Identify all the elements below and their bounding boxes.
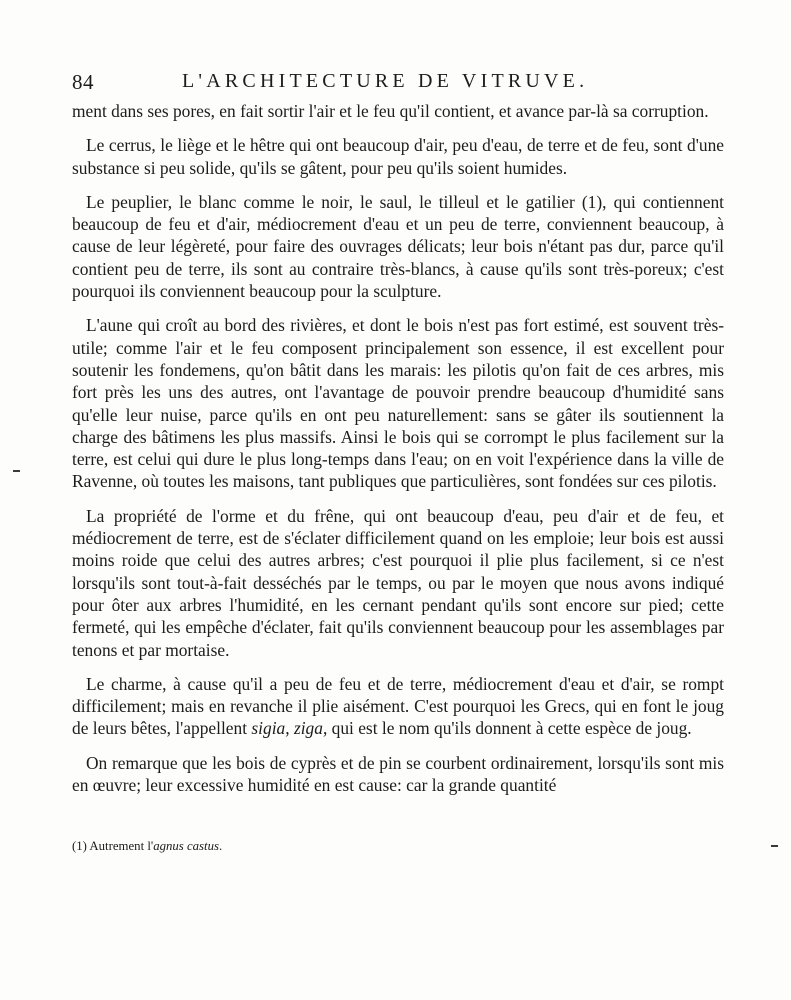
- footnote: [72, 839, 222, 854]
- margin-mark: [771, 845, 778, 847]
- page-header: [72, 62, 732, 102]
- charme-text-before: Le charme, à cause qu'il a peu de feu et de terre, médiocrement d'eau et d'air, se rompt difficilement; mais en revanche il plie aisément. C'est pourquoi les Grecs, qui en font le joug de leurs bêtes, l'appellent: [72, 673, 724, 739]
- paragraph-cypres: On remarque que les bois de cyprès et de pin se courbent ordinairement, lorsqu'ils sont mis en œuvre; leur excessive humidité en est cause: car la grande quantité: [72, 752, 724, 796]
- paragraph-peuplier: Le peuplier, le blanc comme le noir, le saul, le tilleul et le gatilier (1), qui contiennent beaucoup de feu et d'air, médiocrement d'eau et un peu de terre, conviennent beaucoup, à cause de leur légèreté, pour faire des ouvrages délicats; leur bois n'étant pas dur, parce qu'il contient peu de terre, ils sont au contraire très-blancs, à cause qu'ils sont très-poreux; c'est pourquoi ils conviennent beaucoup pour la sculpture.: [72, 191, 724, 302]
- term-ziga: ziga: [293, 718, 323, 739]
- term-sigia: sigia: [251, 718, 286, 739]
- paragraph-charme: [72, 673, 724, 740]
- footnote-marker: (1) Autrement l': [72, 839, 154, 853]
- paragraph-continuation: ment dans ses pores, en fait sortir l'air et le feu qu'il contient, et avance par-là sa corruption.: [72, 101, 709, 121]
- margin-mark: [13, 470, 20, 472]
- charme-text-between: ,: [285, 718, 294, 739]
- paragraph-orme: La propriété de l'orme et du frêne, qui ont beaucoup d'eau, peu d'air et de feu, et médiocrement de terre, est de s'éclater difficilement quand on les emploie; leur bois est aussi moins roide que celui des autres arbres; c'est pourquoi il plie plus facilement, si ce n'est lorsqu'ils sont tout-à-fait desséchés par le temps, ou par le moyen que nous avons indiqué pour ôter aux arbres l'humidité, en les cernant pendant qu'ils sont encore sur pied; cette fermeté, qui les empêche d'éclater, fait qu'ils conviennent beaucoup pour les assemblages par tenons et par mortaise.: [72, 505, 724, 660]
- paragraph-cerrus: Le cerrus, le liège et le hêtre qui ont beaucoup d'air, peu d'eau, de terre et de feu, sont d'une substance si peu solide, qu'ils se gâtent, pour peu qu'ils soient humides.: [72, 135, 724, 178]
- page-number: 84: [72, 70, 94, 94]
- paragraph-aune: L'aune qui croît au bord des rivières, et dont le bois n'est pas fort estimé, est souvent très-utile; comme l'air et le feu composent principalement son essence, il est excellent pour soutenir les fondemens, qu'on bâtit dans les marais: les pilotis qu'on fait de ces arbres, mis fort près les uns des autres, ont l'avantage de pouvoir prendre beaucoup d'humidité sans qu'elle leur nuise, parce qu'ils en ont peu naturellement: sans se gâter ils soutiennent la charge des bâtimens les plus massifs. Ainsi le bois qui se corrompt le plus facilement sur la terre, est celui qui dure le plus long-temps dans l'eau; on en voit l'expérience dans la ville de Ravenne, où toutes les maisons, tant publiques que particulières, sont fondées sur ces pilotis.: [72, 315, 724, 492]
- body-text: [72, 100, 724, 796]
- footnote-end: .: [218, 839, 223, 853]
- charme-text-after: , qui est le nom qu'ils donnent à cette espèce de joug.: [322, 718, 692, 739]
- running-title: L'ARCHITECTURE DE VITRUVE.: [182, 70, 589, 92]
- footnote-term: agnus castus: [153, 839, 219, 853]
